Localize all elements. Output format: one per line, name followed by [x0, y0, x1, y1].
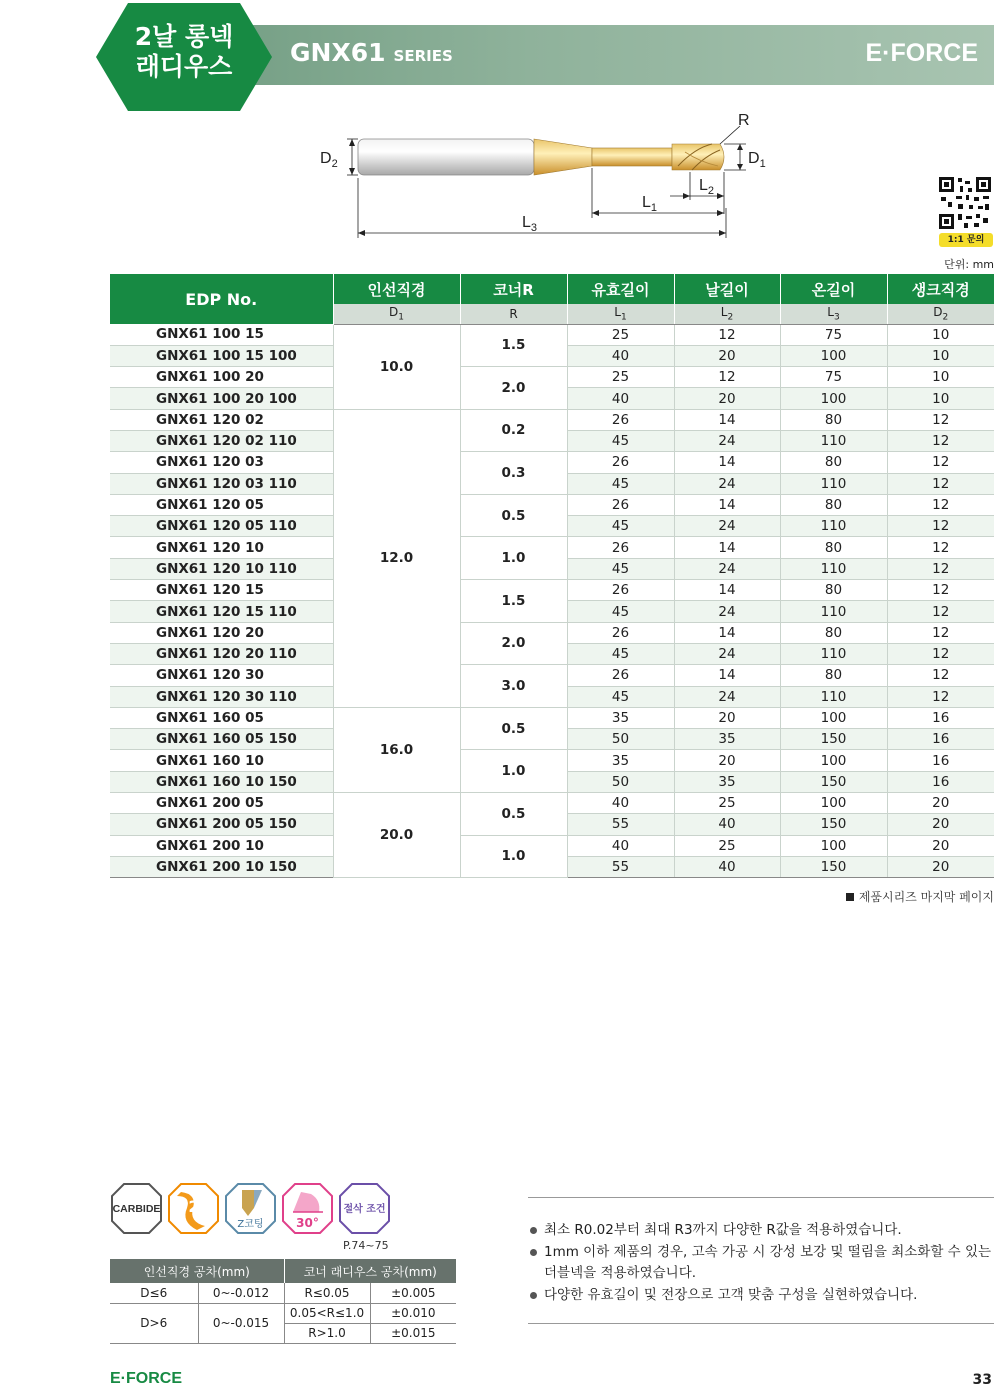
d2-cell: 12 — [887, 430, 994, 451]
sub-d2: $D_2$ — [887, 304, 994, 324]
tol-r-cond: 0.05<R≤1.0 — [284, 1303, 370, 1323]
l3-cell: 80 — [780, 452, 887, 473]
tol-r-cond: R≤0.05 — [284, 1283, 370, 1303]
l3-cell: 75 — [780, 324, 887, 345]
qr-code[interactable] — [938, 176, 992, 230]
l1-cell: 26 — [567, 580, 674, 601]
d2-cell: 16 — [887, 707, 994, 728]
tolerance-header-row — [110, 1259, 456, 1283]
edp-cell: GNX61 120 10 110 — [110, 558, 333, 579]
page-number: 33 — [972, 1372, 992, 1388]
d2-cell: 10 — [887, 388, 994, 409]
l1-cell: 35 — [567, 750, 674, 771]
tol-r-value: ±0.005 — [370, 1283, 456, 1303]
table-row — [110, 665, 994, 686]
d2-cell: 12 — [887, 580, 994, 601]
end-mill-diagram — [300, 108, 780, 243]
l3-cell: 80 — [780, 580, 887, 601]
l1-cell: 55 — [567, 814, 674, 835]
table-row — [110, 750, 994, 771]
l3-cell: 100 — [780, 835, 887, 856]
edp-cell: GNX61 120 15 110 — [110, 601, 333, 622]
d2-cell: 20 — [887, 835, 994, 856]
d2-cell: 12 — [887, 516, 994, 537]
edp-cell: GNX61 200 05 — [110, 793, 333, 814]
l2-cell: 12 — [674, 324, 780, 345]
l2-cell: 12 — [674, 367, 780, 388]
corner-radius-cell: 1.5 — [460, 580, 567, 623]
edp-cell: GNX61 100 20 100 — [110, 388, 333, 409]
l3-cell: 110 — [780, 558, 887, 579]
two-flute-icon — [167, 1182, 220, 1235]
corner-radius-cell: 0.5 — [460, 707, 567, 750]
cutting-diameter-cell: 16.0 — [333, 707, 460, 792]
l2-cell: 24 — [674, 473, 780, 494]
corner-radius-cell: 2.0 — [460, 622, 567, 665]
l1-cell: 50 — [567, 729, 674, 750]
edp-cell: GNX61 120 15 — [110, 580, 333, 601]
l3-cell: 80 — [780, 622, 887, 643]
l2-cell: 14 — [674, 494, 780, 515]
sub-l3: $L_3$ — [780, 304, 887, 324]
d2-cell: 12 — [887, 622, 994, 643]
l1-cell: 40 — [567, 388, 674, 409]
l2-cell: 14 — [674, 452, 780, 473]
cutting-diameter-cell: 10.0 — [333, 324, 460, 409]
l3-cell: 110 — [780, 601, 887, 622]
label-R: R — [738, 112, 750, 129]
table-row — [110, 537, 994, 558]
header-edp: EDP No. — [110, 274, 333, 324]
table-row — [110, 835, 994, 856]
table-row — [110, 324, 994, 345]
l2-cell: 20 — [674, 750, 780, 771]
cutting-diameter-cell: 12.0 — [333, 409, 460, 707]
list-item: 1mm 이하 제품의 경우, 고속 가공 시 강성 보강 및 떨림을 최소화할 수 있는 더블넥을 적용하였습니다. — [528, 1242, 994, 1284]
tol-cond: D≤6 — [110, 1283, 198, 1303]
table-row — [110, 707, 994, 728]
d2-cell: 12 — [887, 452, 994, 473]
l3-cell: 150 — [780, 856, 887, 877]
sub-r: R — [460, 304, 567, 324]
l1-cell: 26 — [567, 452, 674, 473]
header-r: 코너R — [460, 274, 567, 304]
l3-cell: 110 — [780, 643, 887, 664]
l3-cell: 80 — [780, 409, 887, 430]
category-line2: 래디우스 — [135, 52, 233, 81]
l3-cell: 100 — [780, 750, 887, 771]
l2-cell: 14 — [674, 622, 780, 643]
l1-cell: 45 — [567, 601, 674, 622]
l1-cell: 25 — [567, 367, 674, 388]
l2-cell: 14 — [674, 409, 780, 430]
list-item: 최소 R0.02부터 최대 R3까지 다양한 R값을 적용하였습니다. — [528, 1220, 994, 1241]
d2-cell: 10 — [887, 367, 994, 388]
edp-cell: GNX61 120 20 110 — [110, 643, 333, 664]
l1-cell: 26 — [567, 665, 674, 686]
series-title — [290, 38, 453, 67]
edp-cell: GNX61 120 03 110 — [110, 473, 333, 494]
bullet-icon — [530, 1227, 537, 1234]
l3-cell: 80 — [780, 494, 887, 515]
corner-radius-cell: 0.5 — [460, 494, 567, 537]
l3-cell: 80 — [780, 665, 887, 686]
tol-value: 0~-0.012 — [198, 1283, 284, 1303]
l3-cell: 150 — [780, 814, 887, 835]
edp-cell: GNX61 100 15 — [110, 324, 333, 345]
category-line1: 2날 롱넥 — [134, 22, 234, 51]
l3-cell: 100 — [780, 345, 887, 366]
bullet-icon — [530, 1249, 537, 1256]
d2-cell: 16 — [887, 729, 994, 750]
edp-cell: GNX61 120 05 110 — [110, 516, 333, 537]
page-reference[interactable]: P.74~75 — [343, 1239, 389, 1252]
table-header-row — [110, 274, 994, 304]
cutting-diameter-cell: 20.0 — [333, 793, 460, 878]
d2-cell: 20 — [887, 793, 994, 814]
label-L3: $L_3$ — [522, 214, 538, 235]
l1-cell: 45 — [567, 686, 674, 707]
l1-cell: 45 — [567, 430, 674, 451]
edp-cell: GNX61 120 02 110 — [110, 430, 333, 451]
l2-cell: 20 — [674, 707, 780, 728]
edp-cell: GNX61 120 03 — [110, 452, 333, 473]
list-item: 다양한 유효길이 및 전장으로 고객 맞춤 구성을 실현하였습니다. — [528, 1285, 994, 1306]
corner-radius-cell: 1.0 — [460, 835, 567, 878]
edp-cell: GNX61 160 10 — [110, 750, 333, 771]
edp-cell: GNX61 100 20 — [110, 367, 333, 388]
d2-cell: 10 — [887, 324, 994, 345]
corner-radius-cell: 0.2 — [460, 409, 567, 452]
l2-cell: 40 — [674, 814, 780, 835]
edp-cell: GNX61 160 05 150 — [110, 729, 333, 750]
d2-cell: 12 — [887, 686, 994, 707]
l1-cell: 26 — [567, 409, 674, 430]
l3-cell: 75 — [780, 367, 887, 388]
l3-cell: 100 — [780, 793, 887, 814]
svg-text:CARBIDE: CARBIDE — [112, 1203, 161, 1215]
corner-radius-cell: 3.0 — [460, 665, 567, 708]
edp-cell: GNX61 200 10 150 — [110, 856, 333, 877]
l3-cell: 110 — [780, 516, 887, 537]
header-l2: 날길이 — [674, 274, 780, 304]
d2-cell: 12 — [887, 537, 994, 558]
d2-cell: 12 — [887, 409, 994, 430]
sub-d1: $D_1$ — [333, 304, 460, 324]
cutting-condition-icon[interactable] — [338, 1182, 391, 1235]
brand-logo-bottom: E·FORCE — [110, 1370, 182, 1387]
l2-cell: 24 — [674, 558, 780, 579]
l3-cell: 150 — [780, 729, 887, 750]
d2-cell: 12 — [887, 473, 994, 494]
l2-cell: 25 — [674, 793, 780, 814]
label-D1: $D_1$ — [748, 150, 766, 171]
d2-cell: 16 — [887, 750, 994, 771]
l1-cell: 26 — [567, 537, 674, 558]
corner-radius-cell: 0.3 — [460, 452, 567, 495]
d2-cell: 12 — [887, 494, 994, 515]
header-l1: 유효길이 — [567, 274, 674, 304]
l1-cell: 45 — [567, 558, 674, 579]
edp-cell: GNX61 200 05 150 — [110, 814, 333, 835]
category-hexagon — [96, 3, 272, 111]
carbide-icon — [110, 1182, 163, 1235]
svg-text:30°: 30° — [296, 1216, 319, 1230]
l2-cell: 25 — [674, 835, 780, 856]
z-coating-icon — [224, 1182, 277, 1235]
table-row — [110, 1303, 456, 1323]
l2-cell: 14 — [674, 665, 780, 686]
label-D2: $D_2$ — [320, 150, 338, 171]
tol-value: 0~-0.015 — [198, 1303, 284, 1343]
svg-text:2: 2 — [188, 1197, 200, 1216]
series-label: SERIES — [393, 47, 453, 65]
svg-text:Z코팅: Z코팅 — [237, 1219, 264, 1230]
corner-radius-cell: 0.5 — [460, 793, 567, 836]
l3-cell: 110 — [780, 430, 887, 451]
last-page-note: 제품시리즈 마지막 페이지 — [846, 888, 994, 905]
d2-cell: 12 — [887, 643, 994, 664]
header-l3: 온길이 — [780, 274, 887, 304]
brand-logo-top: E·FORCE — [865, 39, 978, 67]
table-row — [110, 452, 994, 473]
table-row — [110, 793, 994, 814]
corner-radius-cell: 2.0 — [460, 367, 567, 410]
edp-cell: GNX61 120 10 — [110, 537, 333, 558]
tol-header-radius: 코너 래디우스 공차(mm) — [284, 1259, 456, 1283]
tool-drawing — [300, 108, 780, 243]
d2-cell: 20 — [887, 814, 994, 835]
edp-cell: GNX61 120 02 — [110, 409, 333, 430]
table-row — [110, 1283, 456, 1303]
series-name: GNX61 — [290, 38, 386, 67]
d2-cell: 16 — [887, 771, 994, 792]
l2-cell: 14 — [674, 580, 780, 601]
l2-cell: 24 — [674, 430, 780, 451]
l3-cell: 150 — [780, 771, 887, 792]
bullet-icon — [530, 1292, 537, 1299]
table-row — [110, 409, 994, 430]
tol-cond: D>6 — [110, 1303, 198, 1343]
table-row — [110, 622, 994, 643]
edp-cell: GNX61 120 20 — [110, 622, 333, 643]
tol-r-cond: R>1.0 — [284, 1323, 370, 1343]
edp-cell: GNX61 200 10 — [110, 835, 333, 856]
table-row — [110, 580, 994, 601]
l1-cell: 50 — [567, 771, 674, 792]
tol-header-diameter: 인선직경 공차(mm) — [110, 1259, 284, 1283]
l2-cell: 24 — [674, 643, 780, 664]
l2-cell: 35 — [674, 729, 780, 750]
l2-cell: 24 — [674, 686, 780, 707]
l1-cell: 26 — [567, 494, 674, 515]
square-bullet-icon — [846, 893, 854, 901]
l2-cell: 20 — [674, 345, 780, 366]
l1-cell: 40 — [567, 793, 674, 814]
sub-l2: $L_2$ — [674, 304, 780, 324]
edp-cell: GNX61 160 05 — [110, 707, 333, 728]
corner-radius-cell: 1.5 — [460, 324, 567, 367]
d2-cell: 10 — [887, 345, 994, 366]
l3-cell: 110 — [780, 686, 887, 707]
corner-radius-cell: 1.0 — [460, 537, 567, 580]
table-row — [110, 367, 994, 388]
tol-r-value: ±0.015 — [370, 1323, 456, 1343]
feature-list — [528, 1197, 994, 1324]
header-d2: 생크직경 — [887, 274, 994, 304]
l3-cell: 80 — [780, 537, 887, 558]
inquiry-badge[interactable]: 1:1 문의 — [939, 233, 993, 247]
l2-cell: 20 — [674, 388, 780, 409]
tolerance-table — [110, 1259, 456, 1344]
corner-radius-cell: 1.0 — [460, 750, 567, 793]
product-table — [110, 274, 994, 878]
tol-r-value: ±0.010 — [370, 1303, 456, 1323]
unit-label: 단위: mm — [944, 258, 994, 271]
d2-cell: 20 — [887, 856, 994, 877]
d2-cell: 12 — [887, 665, 994, 686]
l3-cell: 110 — [780, 473, 887, 494]
l1-cell: 45 — [567, 516, 674, 537]
edp-cell: GNX61 100 15 100 — [110, 345, 333, 366]
edp-cell: GNX61 160 10 150 — [110, 771, 333, 792]
l1-cell: 45 — [567, 643, 674, 664]
l1-cell: 55 — [567, 856, 674, 877]
l1-cell: 35 — [567, 707, 674, 728]
feature-icons — [110, 1182, 395, 1237]
l2-cell: 40 — [674, 856, 780, 877]
svg-text:절삭 조건: 절삭 조건 — [343, 1204, 386, 1215]
label-L1: $L_1$ — [642, 194, 658, 215]
l1-cell: 25 — [567, 324, 674, 345]
l1-cell: 40 — [567, 835, 674, 856]
helix-angle-icon — [281, 1182, 334, 1235]
header-d1: 인선직경 — [333, 274, 460, 304]
l2-cell: 24 — [674, 516, 780, 537]
l3-cell: 100 — [780, 707, 887, 728]
edp-cell: GNX61 120 05 — [110, 494, 333, 515]
l1-cell: 45 — [567, 473, 674, 494]
label-L2: $L_2$ — [699, 177, 715, 198]
l2-cell: 24 — [674, 601, 780, 622]
l1-cell: 26 — [567, 622, 674, 643]
d2-cell: 12 — [887, 558, 994, 579]
l1-cell: 40 — [567, 345, 674, 366]
l2-cell: 35 — [674, 771, 780, 792]
edp-cell: GNX61 120 30 110 — [110, 686, 333, 707]
table-row — [110, 494, 994, 515]
sub-l1: $L_1$ — [567, 304, 674, 324]
l2-cell: 14 — [674, 537, 780, 558]
edp-cell: GNX61 120 30 — [110, 665, 333, 686]
l3-cell: 100 — [780, 388, 887, 409]
d2-cell: 12 — [887, 601, 994, 622]
